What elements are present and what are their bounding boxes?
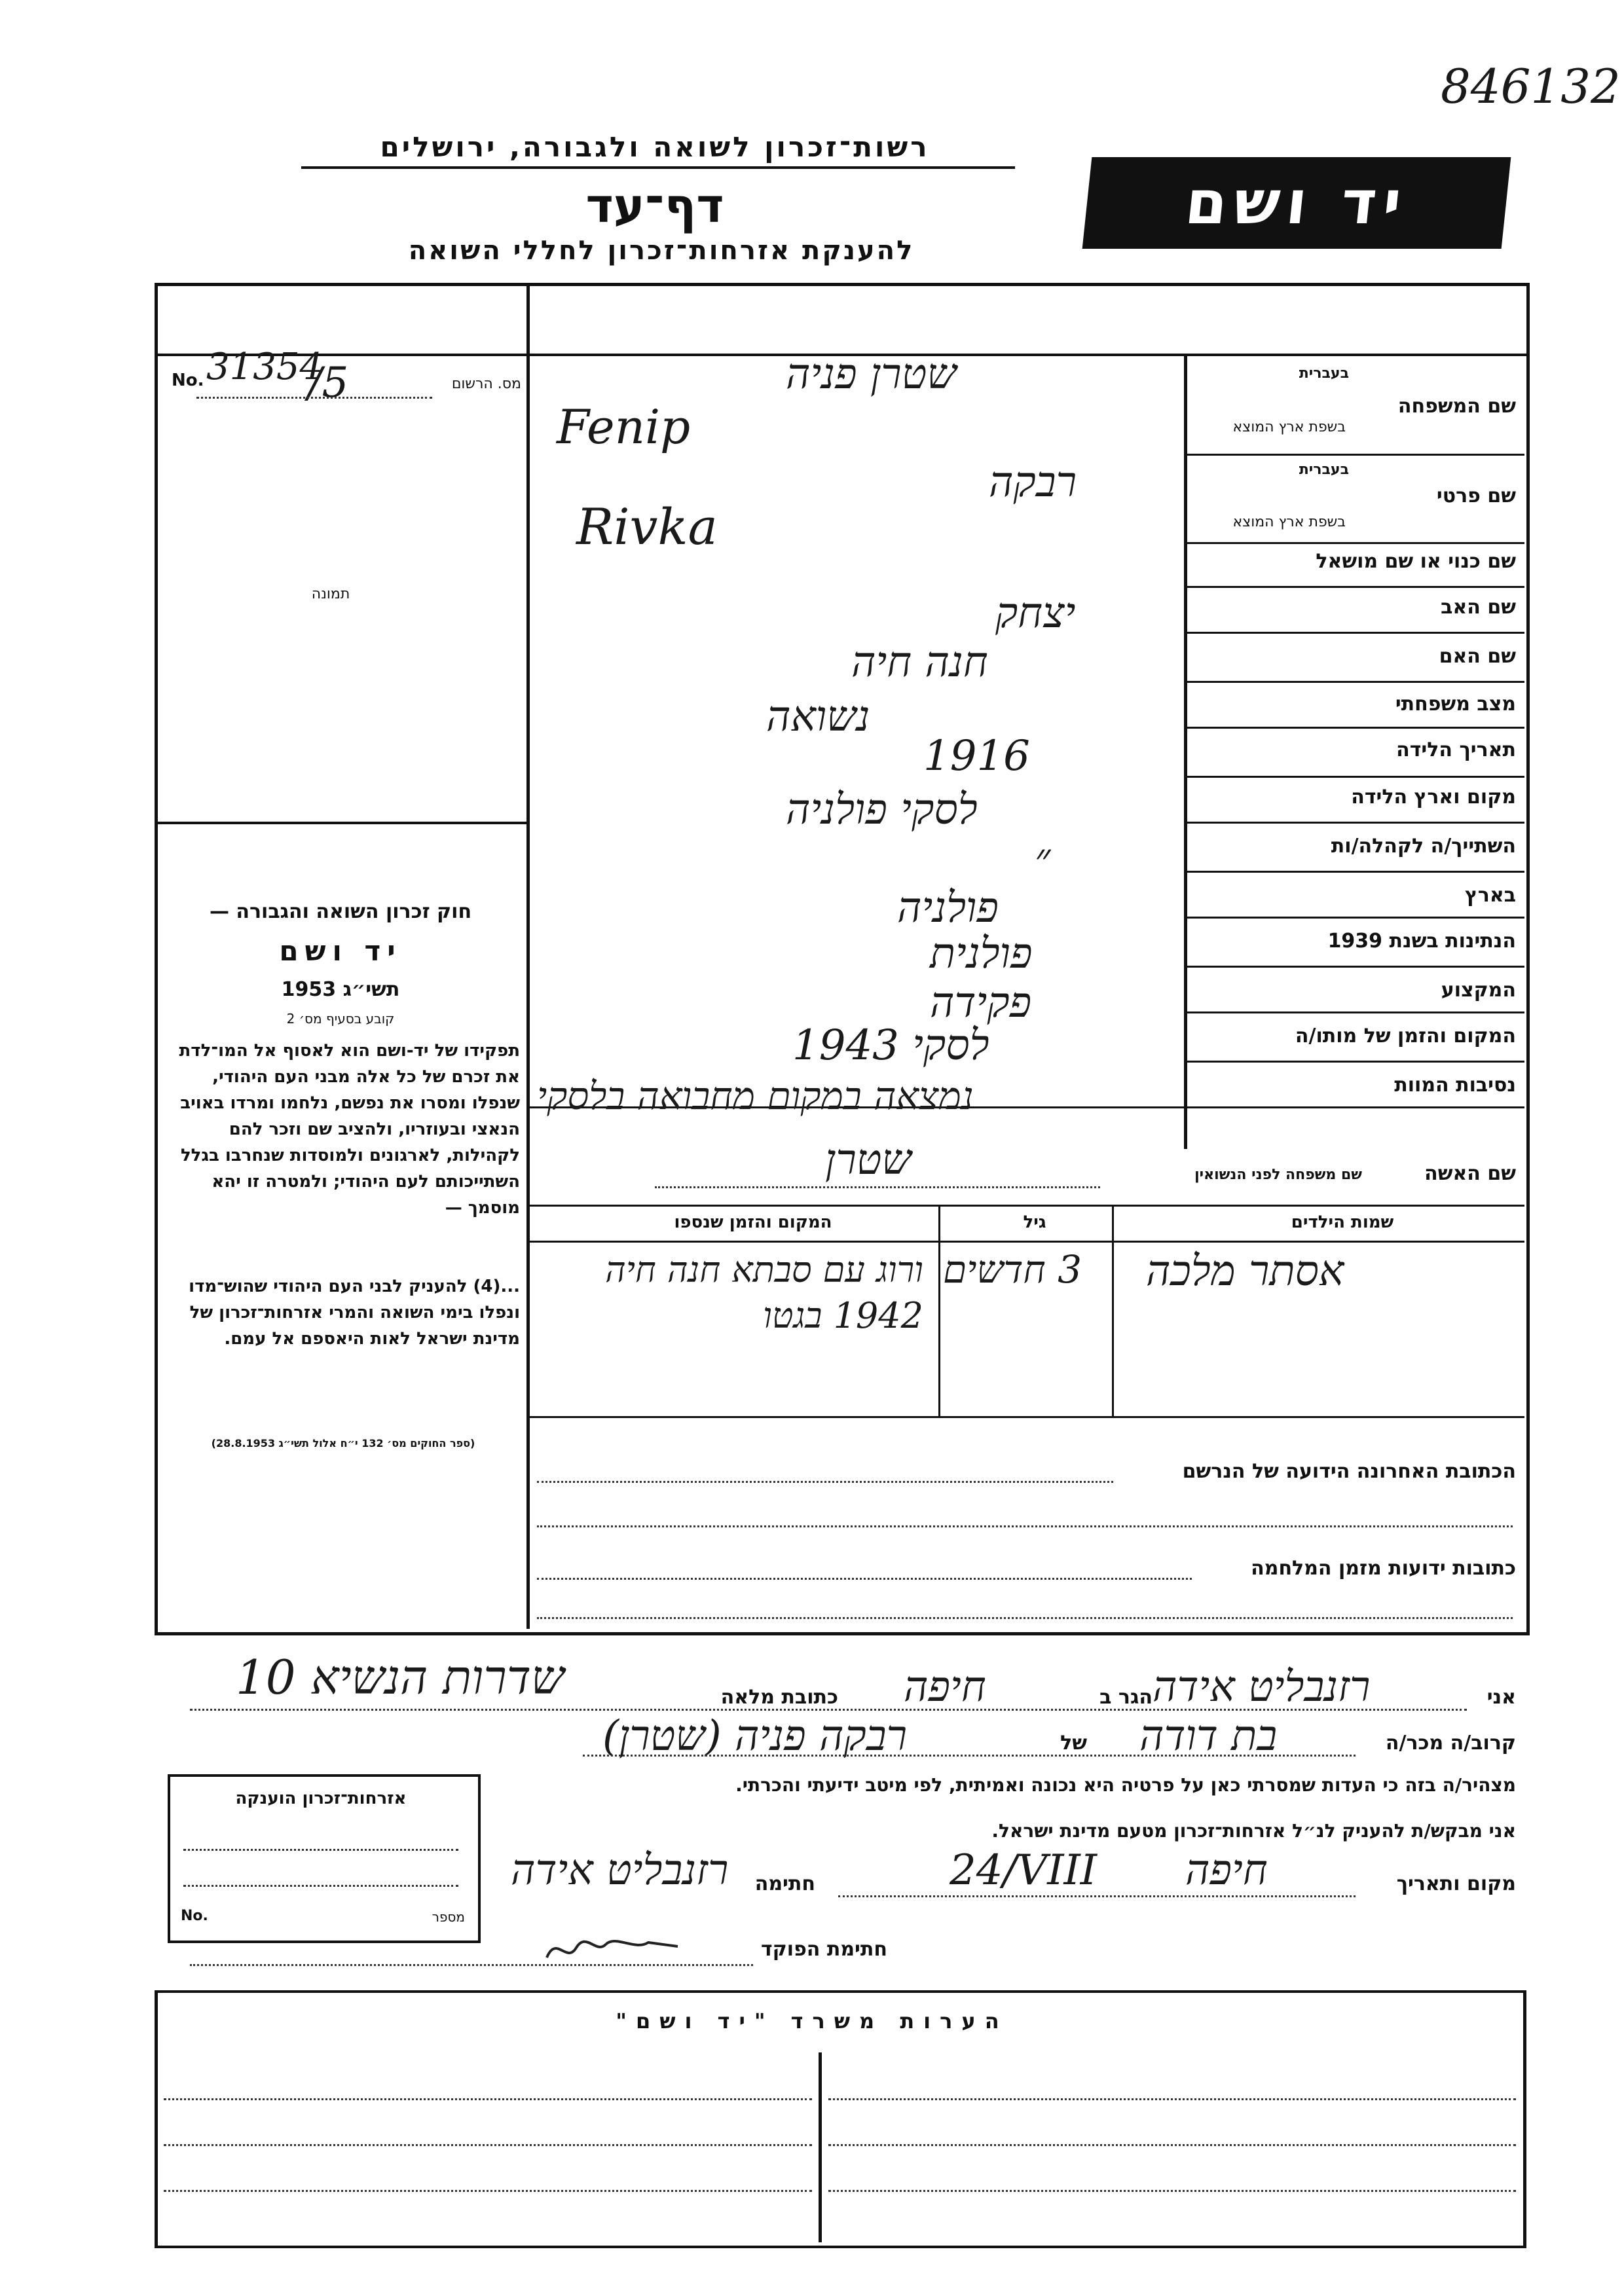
place-value: חיפה <box>1185 1846 1268 1895</box>
birthdate-value: 1916 <box>923 732 1030 780</box>
death-place-label: המקום והזמן של מותו/ה <box>1295 1025 1516 1048</box>
relative-label: קרוב/ה מכר/ה <box>1385 1732 1516 1755</box>
citizenship-granted-box <box>168 1774 481 1943</box>
citizenship-box-title: אזרחות־זכרון הוענקה <box>235 1789 407 1808</box>
nickname-label: שם כנוי או שם מושאל <box>1316 550 1516 573</box>
law-title: חוק זכרון השואה והגבורה — <box>209 900 472 923</box>
registration-no-label: No. <box>172 371 204 390</box>
of-whom-value: רבקה פניה (שטרן) <box>602 1712 907 1760</box>
profession-value: פקידה <box>930 979 1032 1027</box>
marital-value: נשואה <box>766 693 870 741</box>
father-label: שם האב <box>1441 596 1516 619</box>
child-age-value: 3 חדשים <box>943 1247 1082 1292</box>
law-name: יד ושם <box>279 935 402 967</box>
registration-mark: /5 <box>308 359 349 407</box>
law-citation: (ספר החוקים מס׳ 132 י״ח אלול תשי״ג 28.8.1953) <box>211 1437 475 1449</box>
law-paragraph-1: תפקידו של יד-ושם הוא לאסוף אל המו־לדת את זכרם של כל אלה מבני העם היהודי, שנפלו ומסרו את נפשם, נלחמו ומרדו באויב הנאצי ובעוזריו, ולהציב שם וזכר להם לקהילות, לארגונים ולמוסדות שנחרבו בגלל השתייכותם לעם היהודי; ולמטרה זו יהא מוסמך — <box>179 1041 520 1218</box>
officer-signature-label: חתימת הפוקד <box>761 1938 887 1961</box>
birthplace-label: מקום וארץ הלידה <box>1351 786 1516 809</box>
family-name-origin-label: בשפת ארץ המוצא <box>1232 419 1346 435</box>
first-name-latin: Rivka <box>576 498 718 556</box>
family-name-hebrew: שטרן פניה <box>786 350 957 399</box>
child-age-header: גיל <box>1023 1212 1046 1232</box>
citizenship-value: פולנית <box>930 930 1033 978</box>
father-value: יצחק <box>995 589 1076 638</box>
child-death-header: המקום והזמן שנספו <box>674 1212 832 1232</box>
death-circumstances-value: נמצאה במקום מחבואה בלסקי <box>537 1074 974 1118</box>
statement-2: אני מבקש/ת להעניק לנ״ל אזרחות־זכרון מטעם מדינת ישראל. <box>991 1820 1516 1842</box>
of-label: של <box>1060 1732 1087 1755</box>
marital-label: מצב משפחתי <box>1395 693 1516 716</box>
declarant-name: רזנבליט אידה <box>1153 1663 1371 1711</box>
residing-label: הגר ב <box>1099 1686 1153 1709</box>
officer-signature <box>544 1928 681 1967</box>
citizenship-box-number-label: מספר <box>432 1909 465 1925</box>
mother-value: חנה חיה <box>851 638 988 687</box>
family-name-label: שם המשפחה <box>1397 395 1516 418</box>
yad-vashem-logo <box>1082 157 1511 249</box>
first-name-label: שם פרטי <box>1436 484 1516 507</box>
birthplace-value: לסקי פולניה <box>786 786 978 834</box>
signature-label: חתימה <box>754 1872 815 1895</box>
first-name-origin-label: בשפת ארץ המוצא <box>1232 514 1346 530</box>
family-name-hebrew-label: בעברית <box>1299 365 1349 382</box>
first-name-hebrew: רבקה <box>989 458 1077 507</box>
citizenship-label: הנתינות בשנת 1939 <box>1327 930 1516 953</box>
authority-underline <box>301 166 1015 169</box>
registration-number: 31354 <box>206 346 323 388</box>
logo-text: יד ושם <box>1182 168 1411 238</box>
office-notes-title: הערות משרד "יד ושם" <box>616 2009 1008 2033</box>
law-year: תשי״ג 1953 <box>281 978 400 1001</box>
last-address-label: הכתובת האחרונה הידועה של הנרשם <box>1182 1460 1516 1483</box>
declarant-city: חיפה <box>904 1663 986 1711</box>
officer-signature-scribble <box>544 1928 681 1967</box>
authority-line: רשות־זכרון לשואה ולגבורה, ירושלים <box>380 131 930 163</box>
statement-1: מצהיר/ה בזה כי העדות שמסרתי כאן על פרטיה היא נכונה ואמיתית, לפי מיטב ידיעתי והכרתי. <box>735 1774 1516 1796</box>
place-date-label: מקום ותאריך <box>1396 1872 1516 1895</box>
country-value: פולניה <box>897 884 999 932</box>
document-number: 846132 <box>1441 59 1621 114</box>
family-name-latin: Fenip <box>557 399 691 454</box>
page-subtitle: להענקת אזרחות־זכרון לחללי השואה <box>408 236 915 266</box>
war-address-label: כתובות ידועות מזמן המלחמה <box>1251 1557 1516 1580</box>
child-death-value: ורוג עם סבתא חנה חיה 1942 בגטו <box>605 1249 923 1336</box>
wife-label: שם האשה <box>1424 1162 1516 1185</box>
death-place-value: לסקי 1943 <box>792 1021 989 1070</box>
relation-value: בת דודה <box>1139 1712 1278 1760</box>
child-name-value: אסתר מלכה <box>1146 1247 1344 1296</box>
law-section: קובע בסעיף מס׳ 2 <box>286 1011 395 1027</box>
mother-label: שם האם <box>1439 645 1516 668</box>
maiden-name-label: שם משפחה לפני הנשואין <box>1194 1167 1362 1183</box>
page-title: דף־עד <box>585 178 724 233</box>
declarant-i-label: אני <box>1486 1686 1516 1709</box>
maiden-name-value: שטרן <box>825 1136 912 1184</box>
registration-label: מס. הרשום <box>451 376 521 392</box>
declarant-address: שדרות הנשיא 10 <box>236 1650 564 1705</box>
community-label: השתייך/ה לקהלה/ות <box>1331 835 1516 858</box>
full-address-label: כתובת מלאה <box>720 1686 838 1709</box>
birthdate-label: תאריך הלידה <box>1396 738 1516 761</box>
photo-label: תמונה <box>311 586 350 602</box>
first-name-hebrew-label: בעברית <box>1299 462 1349 478</box>
citizenship-box-no-label: No. <box>181 1908 208 1924</box>
death-circumstances-label: נסיבות המוות <box>1394 1074 1516 1097</box>
country-label: בארץ <box>1464 884 1516 907</box>
children-names-header: שמות הילדים <box>1291 1212 1394 1232</box>
law-paragraph-2: ...(4) להעניק לבני העם היהודי שהוש־מדו ונפלו בימי השואה והמרי אזרחות־זכרון של מדינת ישראל לאות היאספם אל עמם. <box>189 1277 520 1349</box>
community-value: ״ <box>1035 835 1051 883</box>
signature-value: רזנבליט אידה <box>511 1846 729 1895</box>
date-value: 24/VIII <box>950 1846 1098 1895</box>
profession-label: המקצוע <box>1441 979 1516 1002</box>
